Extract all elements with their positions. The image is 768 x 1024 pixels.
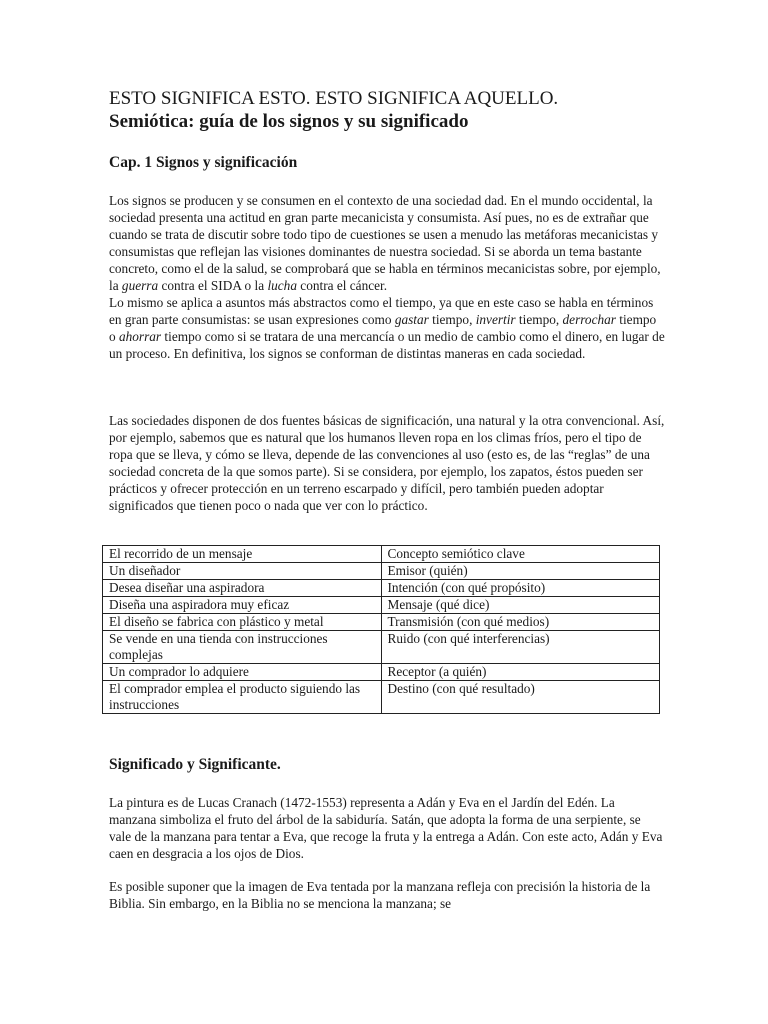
- table-row: [103, 563, 660, 580]
- table-cell-message-step: Un diseñador: [103, 563, 382, 580]
- document-title: ESTO SIGNIFICA ESTO. ESTO SIGNIFICA AQUELLO.: [109, 88, 559, 109]
- italic-term: invertir: [475, 312, 516, 327]
- paragraph-cranach-painting: La pintura es de Lucas Cranach (1472-1553) representa a Adán y Eva en el Jardín del Edén. La manzana simboliza el fruto del árbol de la sabiduría. Satán, que adopta la forma de una serpiente, se vale de la manzana para tentar a Eva, que recoge la fruta y la entrega a Adán. Con este acto, Adán y Eva caen en desgracia a los ojos de Dios.: [109, 795, 663, 861]
- table-cell-message-step: Un comprador lo adquiere: [103, 664, 382, 681]
- table-cell-semiotic-concept: Transmisión (con qué medios): [381, 614, 660, 631]
- table-cell-message-step: Diseña una aspiradora muy eficaz: [103, 597, 382, 614]
- italic-term: derrochar: [562, 312, 616, 327]
- italic-term: guerra: [121, 278, 159, 293]
- table-cell-semiotic-concept: Destino (con qué resultado): [381, 681, 660, 714]
- italic-term: ahorrar: [118, 329, 162, 344]
- table-cell-message-step: El recorrido de un mensaje: [103, 546, 382, 563]
- table-cell-message-step: Desea diseñar una aspiradora: [103, 580, 382, 597]
- paragraph-sources-of-meaning: Las sociedades disponen de dos fuentes básicas de significación, una natural y la otra convencional. Así, por ejemplo, sabemos que es natural que los humanos lleven ropa en los climas fríos, pero el tipo de ropa que se lleva, y cómo se lleva, depende de las convenciones al uso (esto es, de las “reglas” de una sociedad concreta de la que somos parte). Si se considera, por ejemplo, los zapatos, éstos pueden ser prácticos y ofrecer protección en un terreno escarpado y difícil, pero también pueden adoptar significados que tienen poco o nada que ver con lo práctico.: [109, 413, 665, 513]
- italic-term: lucha: [267, 278, 297, 293]
- table-cell-message-step: El diseño se fabrica con plástico y metal: [103, 614, 382, 631]
- chapter-heading: Cap. 1 Signos y significación: [109, 154, 298, 171]
- table-row: [103, 664, 660, 681]
- table-cell-semiotic-concept: Ruido (con qué interferencias): [381, 631, 660, 664]
- table-row: [103, 614, 660, 631]
- table-cell-semiotic-concept: Mensaje (qué dice): [381, 597, 660, 614]
- table-cell-semiotic-concept: Receptor (a quién): [381, 664, 660, 681]
- message-path-table: [102, 545, 660, 714]
- table-row: [103, 546, 660, 563]
- document-subtitle: Semiótica: guía de los signos y su significado: [109, 111, 469, 132]
- table-cell-message-step: Se vende en una tienda con instrucciones complejas: [103, 631, 382, 664]
- table-row: [103, 580, 660, 597]
- table-cell-semiotic-concept: Intención (con qué propósito): [381, 580, 660, 597]
- table-row: [103, 597, 660, 614]
- table-cell-message-step: El comprador emplea el producto siguiendo las instrucciones: [103, 681, 382, 714]
- table-row: [103, 681, 660, 714]
- italic-term: gastar: [394, 312, 429, 327]
- table-cell-semiotic-concept: Emisor (quién): [381, 563, 660, 580]
- table-cell-semiotic-concept: Concepto semiótico clave: [381, 546, 660, 563]
- paragraph-signs-society: Los signos se producen y se consumen en el contexto de una sociedad dad. En el mundo occidental, la sociedad presenta una actitud en gran parte mecanicista y consumista. Así pues, no es de extrañar que cuando se trata de discutir sobre todo tipo de cuestiones se usen a menudo las metáforas mecanicistas y consumistas que reflejan las visiones dominantes de nuestra sociedad. Si se aborda un tema bastante concreto, como el de la salud, se comprobará que se habla en términos mecanicistas sobre, por ejemplo, la guerra contra el SIDA o la lucha contra el cáncer. Lo mismo se aplica a asuntos más abstractos como el tiempo, ya que en este caso se habla en términos en gran parte consumistas: se usan expresiones como gastar tiempo, invertir tiempo, derrochar tiempo o ahorrar tiempo como si se tratara de una mercancía o un medio de cambio como el dinero, en lugar de un proceso. En definitiva, los signos se conforman de distintas maneras en cada sociedad.: [109, 193, 665, 361]
- paragraph-bible-apple: Es posible suponer que la imagen de Eva tentada por la manzana refleja con precisión la historia de la Biblia. Sin embargo, en la Biblia no se menciona la manzana; se: [109, 879, 651, 911]
- section-heading-significado: Significado y Significante.: [109, 756, 281, 773]
- table-row: [103, 631, 660, 664]
